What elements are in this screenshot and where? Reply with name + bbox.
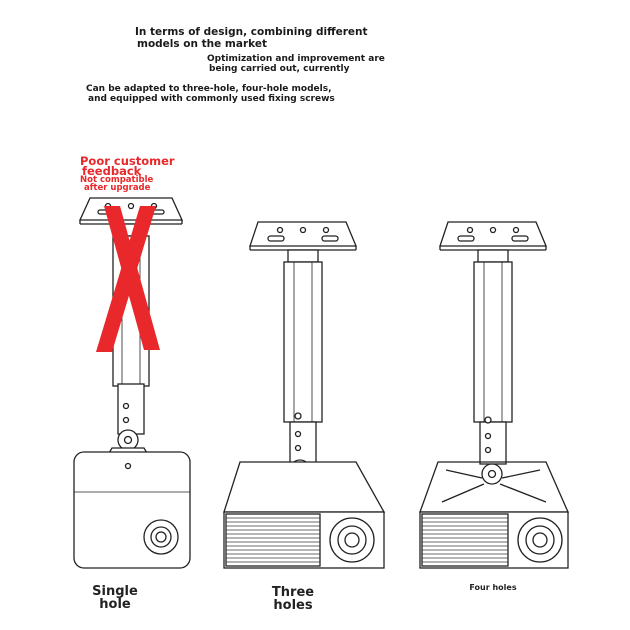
caption-four-holes: Four holes [469,583,517,592]
mount-three-holes [224,222,384,568]
mount-four-holes [420,222,568,568]
heading-line-2: models on the market [137,38,267,50]
warning-line-2: feedback [82,164,142,178]
heading-line-4: being carried out, currently [209,64,350,74]
heading-line-3: Optimization and improvement are [207,54,385,64]
heading-line-6: and equipped with commonly used fixing screws [88,94,335,104]
caption-single-hole: Single hole [92,584,138,612]
warning-line-1: Poor customer [80,154,175,168]
caption-three-holes: Three holes [271,585,315,613]
warning-line-3: Not compatible [80,175,154,185]
warning-line-4: after upgrade [84,183,151,193]
heading-line-1: In terms of design, combining different [135,26,368,38]
heading-line-5: Can be adapted to three-hole, four-hole models, [86,84,332,94]
